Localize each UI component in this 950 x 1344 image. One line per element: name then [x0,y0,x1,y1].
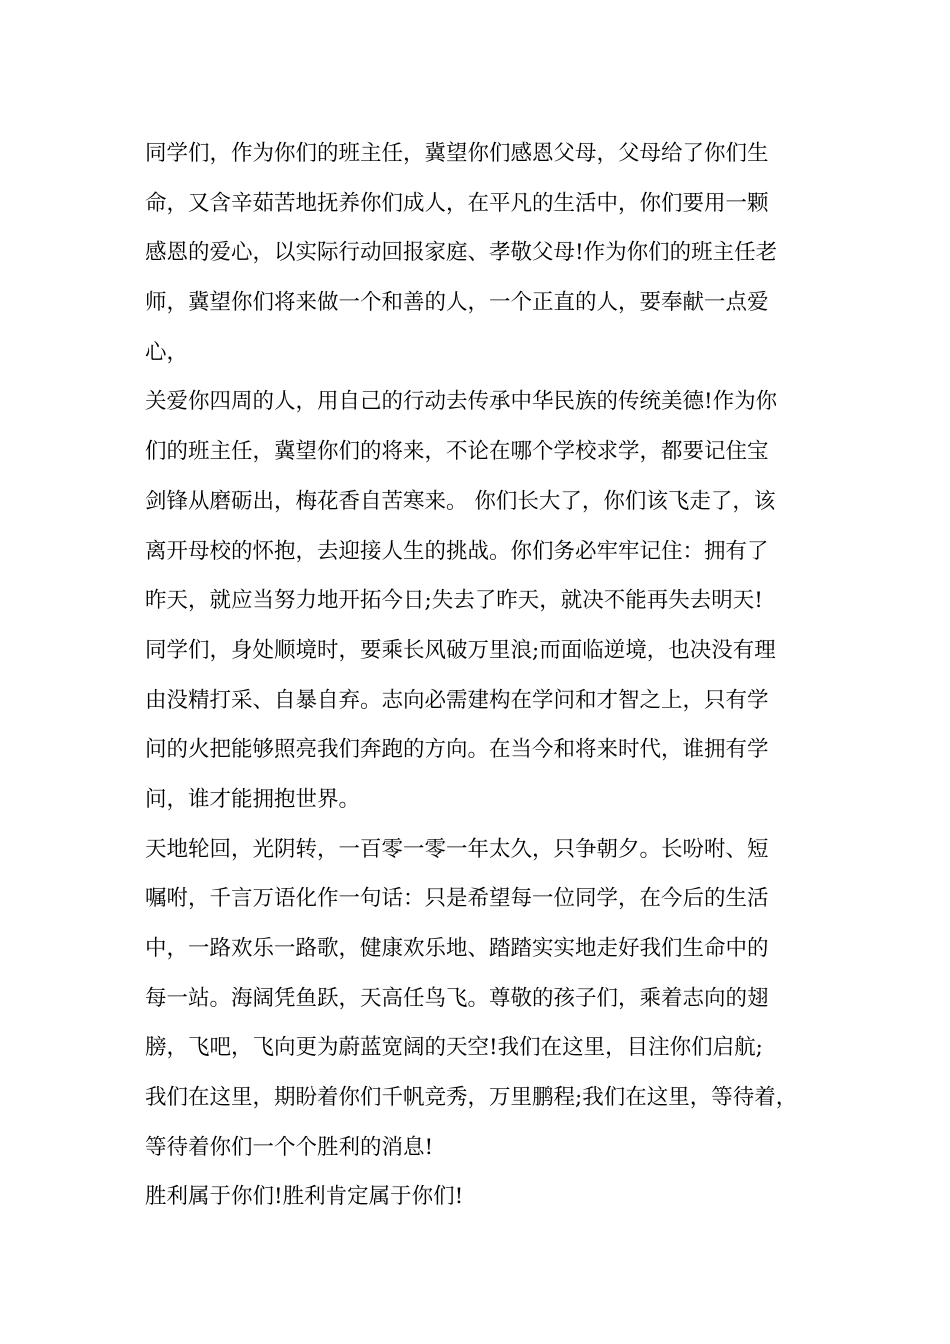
text-line: 膀，飞吧，飞向更为蔚蓝宽阔的天空!我们在这里，目注你们启航; [145,1035,763,1061]
text-line: 天地轮回，光阴转，一百零一零一年太久，只争朝夕。长吩咐、短 [145,836,769,862]
text-line: 心， [145,339,189,365]
text-line: 由没精打采、自暴自弃。志向必需建构在学问和才智之上，只有学 [145,687,769,713]
text-line: 每一站。海阔凭鱼跃，天高任鸟飞。尊敬的孩子们，乘着志向的翅 [145,985,769,1011]
text-line: 我们在这里，期盼着你们千帆竞秀，万里鹏程;我们在这里，等待着， [145,1085,798,1111]
text-line: 等待着你们一个个胜利的消息! [145,1134,434,1160]
text-line: 剑锋从磨砺出，梅花香自苦寒来。 你们长大了，你们该飞走了，该 [145,488,776,514]
text-line: 离开母校的怀抱，去迎接人生的挑战。你们务必牢牢记住：拥有了 [145,538,769,564]
text-line: 们的班主任，冀望你们的将来，不论在哪个学校求学，都要记住宝 [145,439,769,465]
text-line: 关爱你四周的人，用自己的行动去传承中华民族的传统美德!作为你 [145,389,778,415]
text-line: 问，谁才能拥抱世界。 [145,786,361,812]
text-line: 同学们，作为你们的班主任，冀望你们感恩父母，父母给了你们生 [145,141,769,166]
text-line: 感恩的爱心，以实际行动回报家庭、孝敬父母!作为你们的班主任老 [145,240,778,266]
text-line: 命，又含辛茹苦地抚养你们成人，在平凡的生活中，你们要用一颗 [145,190,769,216]
text-line: 嘱咐，千言万语化作一句话：只是希望每一位同学，在今后的生活 [145,886,769,912]
document-body [145,129,825,1222]
text-line: 同学们，身处顺境时，要乘长风破万里浪;而面临逆境，也决没有理 [145,637,776,663]
text-line: 胜利属于你们!胜利肯定属于你们! [145,1184,464,1210]
text-line: 师，冀望你们将来做一个和善的人，一个正直的人，要奉献一点爱 [145,290,769,316]
text-line: 问的火把能够照亮我们奔跑的方向。在当今和将来时代，谁拥有学 [145,737,769,763]
text-line: 中，一路欢乐一路歌，健康欢乐地、踏踏实实地走好我们生命中的 [145,936,769,961]
text-line: 昨天，就应当努力地开拓今日;失去了昨天，就决不能再失去明天! [145,588,763,614]
